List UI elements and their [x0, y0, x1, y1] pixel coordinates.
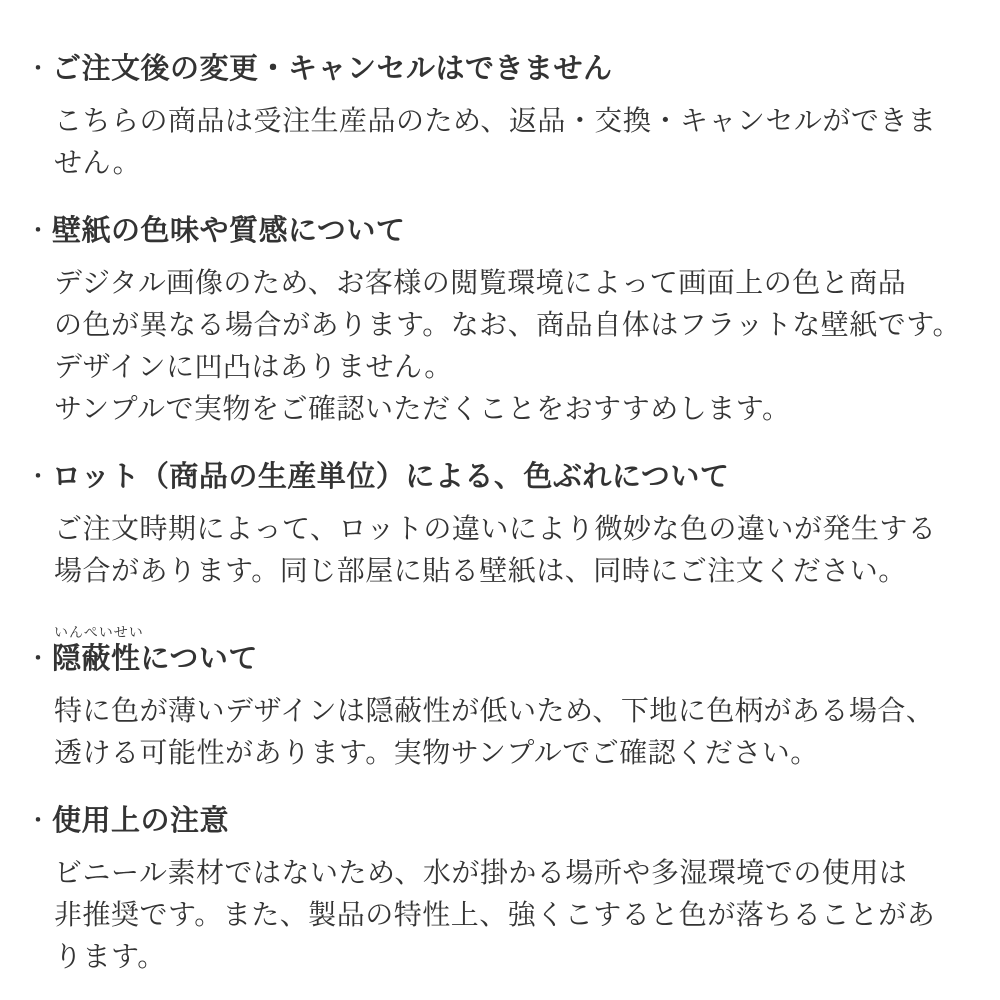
section-body	[54, 100, 972, 184]
section-usage-notes	[28, 804, 972, 978]
section-heading: ロット（商品の生産単位）による、色ぶれについて	[52, 461, 730, 493]
section-heading-row	[28, 52, 972, 86]
body-line: デジタル画像のため、お客様の閲覧環境によって画面上の色と商品	[54, 267, 907, 298]
section-lot-color-variation	[28, 460, 972, 592]
body-line: の色が異なる場合があります。なお、商品自体はフラットな壁紙です。	[54, 309, 961, 340]
body-line: せん。	[54, 147, 142, 178]
body-line: 場合があります。同じ部屋に貼る壁紙は、同時にご注文ください。	[54, 555, 907, 586]
bullet-icon: ・	[28, 220, 48, 242]
bullet-icon: ・	[28, 58, 48, 80]
body-line: デザインに凹凸はありません。	[54, 351, 453, 382]
section-heading: 隠蔽性について	[52, 643, 258, 675]
body-line: サンプルで実物をご確認いただくことをおすすめします。	[54, 393, 791, 424]
section-heading-row	[28, 214, 972, 248]
bullet-icon: ・	[28, 648, 48, 670]
section-color-texture	[28, 214, 972, 430]
bullet-icon: ・	[28, 466, 48, 488]
body-line: こちらの商品は受注生産品のため、返品・交換・キャンセルができま	[54, 105, 937, 136]
section-heading-row	[28, 804, 972, 838]
section-order-changes	[28, 52, 972, 184]
section-heading: 使用上の注意	[52, 805, 230, 837]
body-line: ビニール素材ではないため、水が掛かる場所や多湿環境での使用は	[54, 857, 908, 888]
body-line: 非推奨です。また、製品の特性上、強くこすると色が落ちることがあ	[54, 899, 936, 930]
furigana-label: いんぺいせい	[54, 624, 144, 640]
bullet-icon: ・	[28, 810, 48, 832]
body-line: 特に色が薄いデザインは隠蔽性が低いため、下地に色柄がある場合、	[54, 695, 935, 726]
body-line: 透ける可能性があります。実物サンプルでご確認ください。	[54, 737, 819, 768]
section-opacity	[28, 622, 972, 774]
section-body	[54, 508, 972, 592]
section-heading-row	[28, 642, 972, 676]
section-body	[54, 852, 972, 978]
section-body	[54, 690, 972, 774]
body-line: ります。	[54, 941, 166, 972]
section-body	[54, 262, 972, 430]
section-heading-row	[28, 460, 972, 494]
body-line: ご注文時期によって、ロットの違いにより微妙な色の違いが発生する	[54, 513, 937, 544]
section-heading: ご注文後の変更・キャンセルはできません	[52, 53, 613, 85]
section-heading: 壁紙の色味や質感について	[52, 215, 406, 247]
